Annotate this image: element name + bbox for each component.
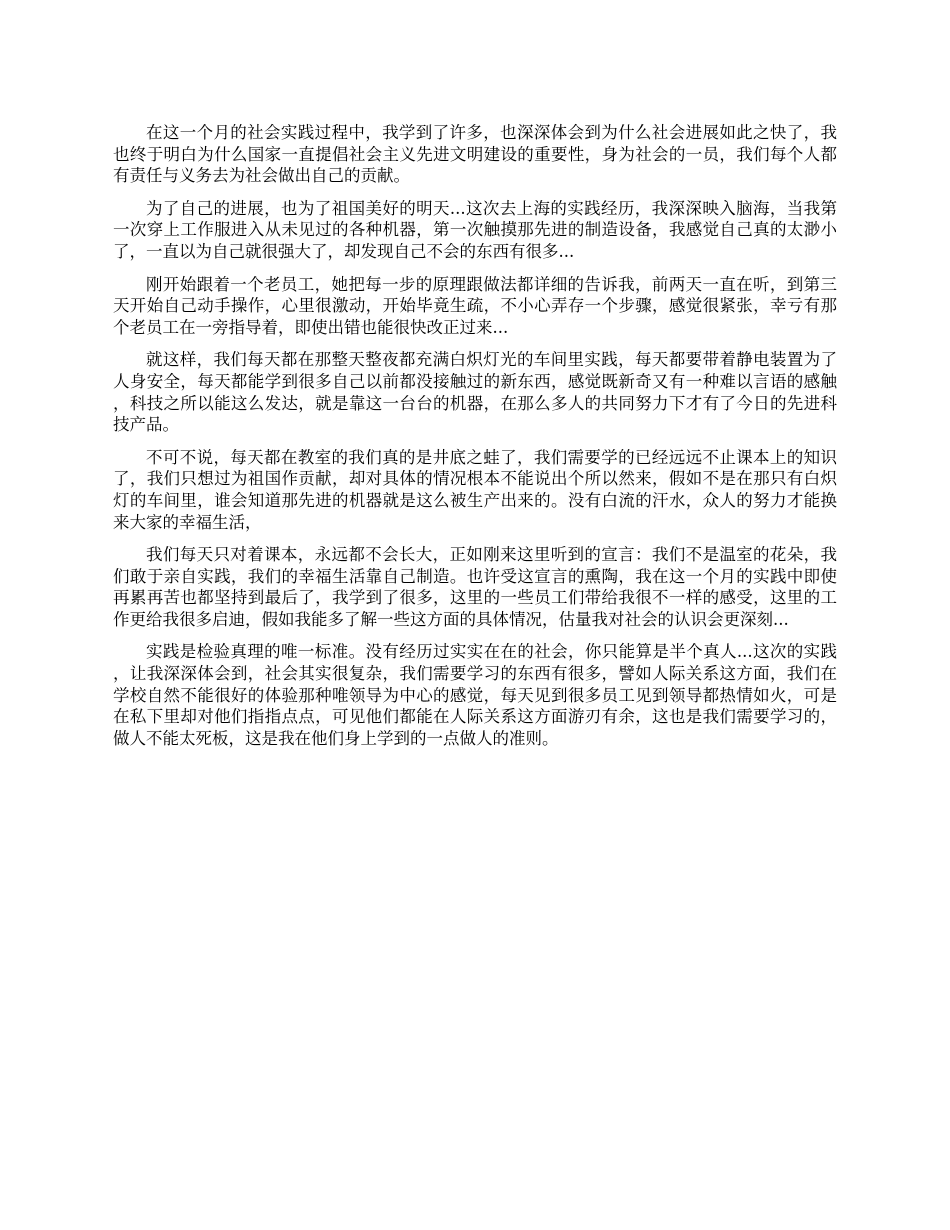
paragraph-6: 我们每天只对着课本，永远都不会长大，正如刚来这里听到的宣言：我们不是温室的花朵，我们敢于亲自实践，我们的幸福生活靠自己制造。也许受这宣言的熏陶，我在这一个月的实践中即使再累再苦也都坚持到最后了，我学到了很多，这里的一些员工们带给我很不一样的感受，这里的工作更给我很多启迪，假如我能多了解一些这方面的具体情况，估量我对社会的认识会更深刻... (113, 545, 837, 629)
paragraph-5: 不可不说，每天都在教室的我们真的是井底之蛙了，我们需要学的已经远远不止课本上的知识了，我们只想过为祖国作贡献，却对具体的情况根本不能说出个所以然来，假如不是在那只有白炽灯的车间里，谁会知道那先进的机器就是这么被生产出来的。没有白流的汗水，众人的努力才能换来大家的幸福生活， (113, 447, 837, 532)
paragraph-7: 实践是检验真理的唯一标准。没有经历过实实在在的社会，你只能算是半个真人...这次的实践，让我深深体会到，社会其实很复杂，我们需要学习的东西有很多，譬如人际关系这方面，我们在学校自然不能很好的体验那种唯领导为中心的感觉，每天见到很多员工见到领导都热情如火，可是在私下里却对他们指指点点，可见他们都能在人际关系这方面游刃有余，这也是我们需要学习的，做人不能太死板，这是我在他们身上学到的一点做人的准则。 (113, 642, 837, 748)
paragraph-3: 刚开始跟着一个老员工，她把每一步的原理跟做法都详细的告诉我，前两天一直在听，到第三天开始自己动手操作，心里很激动，开始毕竟生疏，不小心弄存一个步骤，感觉很紧张，幸亏有那个老员工在一旁指导着，即使出错也能很快改正过来... (113, 274, 837, 337)
paragraph-2: 为了自己的进展，也为了祖国美好的明天...这次去上海的实践经历，我深深映入脑海，当我第一次穿上工作服进入从未见过的各种机器，第一次触摸那先进的制造设备，我感觉自己真的太渺小了，一直以为自己就很强大了，却发现自己不会的东西有很多... (113, 198, 837, 261)
paragraph-1: 在这一个月的社会实践过程中，我学到了许多，也深深体会到为什么社会进展如此之快了，我也终于明白为什么国家一直提倡社会主义先进文明建设的重要性，身为社会的一员，我们每个人都有责任与义务去为社会做出自己的贡献。 (113, 123, 837, 186)
paragraph-4: 就这样，我们每天都在那整天整夜都充满白炽灯光的车间里实践，每天都要带着静电装置为了人身安全，每天都能学到很多自己以前都没接触过的新东西，感觉既新奇又有一种难以言语的感触，科技之所以能这么发达，就是靠这一台台的机器，在那么多人的共同努力下才有了今日的先进科技产品。 (113, 350, 837, 435)
document-body (113, 122, 837, 760)
